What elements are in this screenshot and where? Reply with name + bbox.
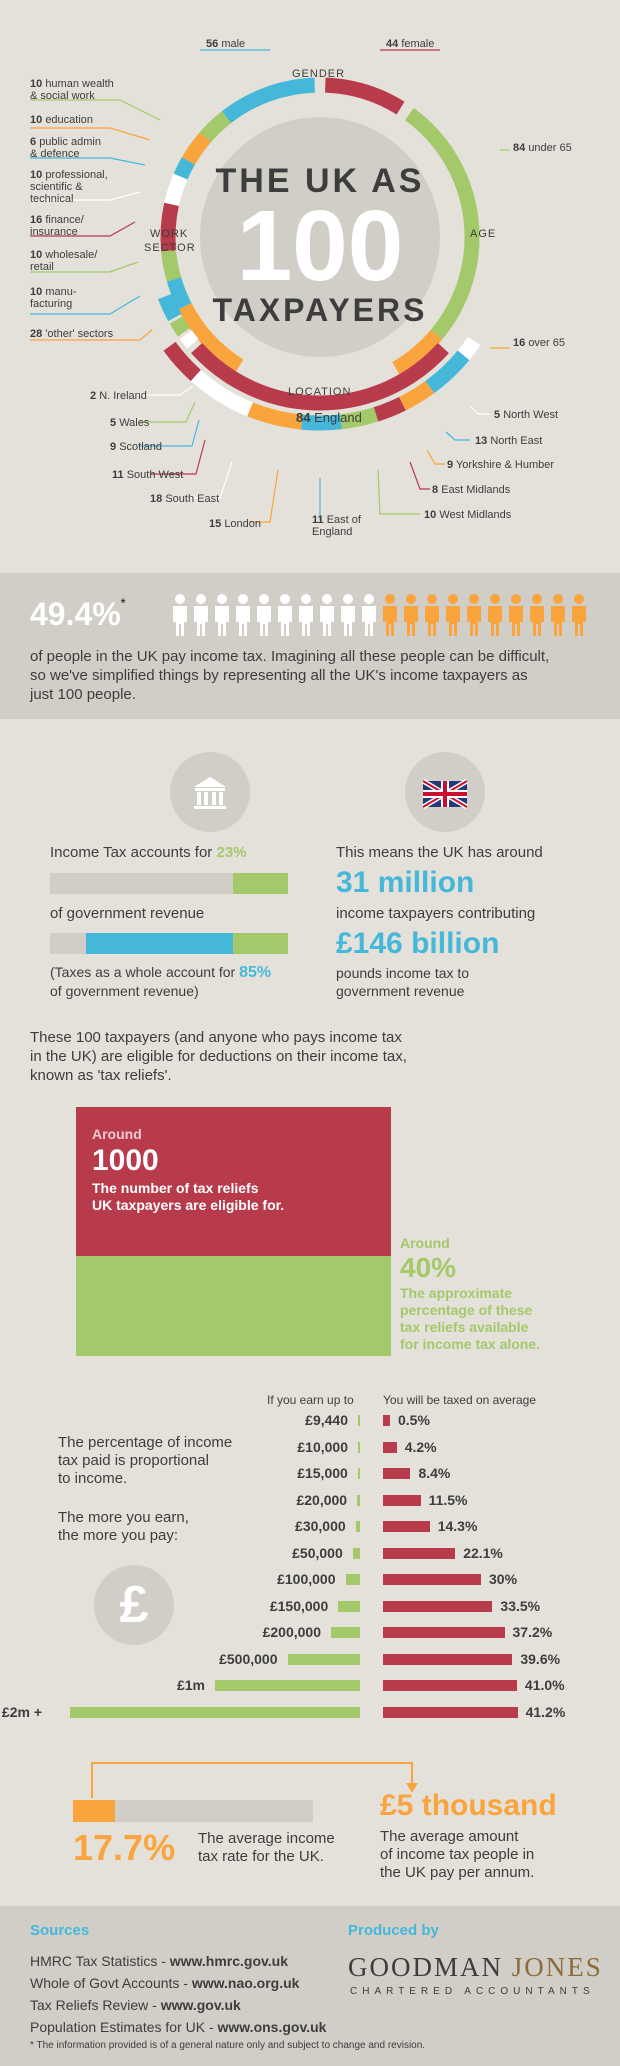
reliefs-green-around: Around [400, 1235, 450, 1251]
all-taxes-income-part [233, 933, 288, 954]
hero-title-number: 100 [236, 190, 404, 302]
chart-income-label: £9,440 [305, 1412, 348, 1428]
bank-icon [170, 752, 250, 832]
reliefs-green-block [76, 1256, 391, 1356]
person-icon [530, 594, 544, 636]
person-icon [446, 594, 460, 636]
reliefs-red-num: 1000 [92, 1144, 159, 1177]
stat-pct: 49.4%* [30, 596, 126, 632]
chart-income-bar [338, 1601, 360, 1612]
leader-line [378, 470, 420, 514]
sources-title: Sources [30, 1922, 90, 1939]
gender-female-arc [325, 85, 400, 108]
location-n-ireland-arc [186, 335, 193, 344]
chart-income-bar [358, 1442, 360, 1453]
chart-income-bar [288, 1654, 361, 1665]
reliefs-red-around: Around [92, 1126, 142, 1142]
location-east-midlands: 8 East Midlands [432, 484, 511, 496]
location-region-arc [376, 404, 402, 415]
location-label: LOCATION [288, 386, 352, 398]
location-region-arc [250, 409, 302, 422]
chart-income-label: £20,000 [296, 1491, 348, 1508]
location-west-midlands: 10 West Midlands [424, 509, 512, 521]
leader-line [470, 406, 490, 414]
chart-income-bar [353, 1548, 360, 1559]
age-under-65: 84 under 65 [513, 142, 572, 154]
chart-tax-label: 11.5% [428, 1491, 468, 1508]
work-professional: 10 professional, scientific & technical [30, 169, 108, 205]
chart-tax-bar [383, 1627, 505, 1638]
location-region-arc [402, 387, 429, 404]
person-icon [383, 594, 397, 636]
person-icon [299, 594, 313, 636]
person-icon [572, 594, 586, 636]
revenue-left-line3: (Taxes as a whole account for 85% of government revenue) [50, 964, 272, 999]
person-icon [404, 594, 418, 636]
avg-rate-bar-fill [73, 1800, 115, 1822]
stat-desc: of people in the UK pay income tax. Imagining all these people can be difficult, so we've simplified things by representing all the UK's income taxpayers as just 100 people. [30, 648, 550, 703]
location-wales: 5 Wales [110, 417, 150, 429]
work-public-admin: 6 public admin & defence [30, 136, 101, 160]
bank-icon-circle [170, 752, 250, 832]
location-north-west: 5 North West [494, 409, 558, 421]
chart-tax-label: 4.2% [404, 1438, 437, 1455]
chart-income-bar [358, 1415, 360, 1426]
location-n-ireland: 2 N. Ireland [90, 390, 147, 402]
source-link[interactable]: www.nao.org.uk [191, 1975, 300, 1991]
source-link[interactable]: www.ons.gov.uk [217, 2019, 327, 2035]
chart-income-label: £200,000 [262, 1624, 321, 1640]
source-link[interactable]: www.hmrc.gov.uk [169, 1953, 289, 1969]
tax-revenue-amount: £146 billion [336, 927, 500, 960]
chart-income-label: £1m [176, 1677, 205, 1693]
chart-income-label: £100,000 [277, 1571, 336, 1587]
chart-income-bar [70, 1707, 360, 1718]
revenue-left-line1: Income Tax accounts for 23% [50, 844, 247, 861]
uk-flag-icon-circle [405, 752, 485, 832]
proportional-text-1: The percentage of income tax paid is proportional to income. [58, 1434, 233, 1487]
gender-male: 56 male [206, 38, 246, 50]
reliefs-green-num: 40% [400, 1252, 457, 1283]
chart-income-label: £150,000 [269, 1597, 329, 1614]
chart-income-label: £500,000 [219, 1650, 278, 1667]
work-finance: 16 finance/ insurance [30, 214, 84, 238]
produced-by: Produced by [348, 1922, 439, 1939]
work-sector-arc [205, 117, 226, 137]
age-over-65: 16 over 65 [513, 337, 566, 349]
reliefs-green-desc: The approximate percentage of these tax reliefs available for income tax alone. [400, 1285, 541, 1352]
source-link[interactable]: www.gov.uk [160, 1997, 241, 2013]
avg-rate: 17.7% [73, 1827, 176, 1868]
brand-logo: GOODMAN JONES [348, 1952, 603, 1982]
chart-income-bar [357, 1495, 360, 1506]
chart-tax-bar [383, 1468, 410, 1479]
person-icon [509, 594, 523, 636]
chart-income-bar [215, 1680, 360, 1691]
work-label-1: WORK [150, 228, 189, 240]
revenue-right-line1: This means the UK has around [336, 844, 543, 861]
work-other: 28 'other' sectors [30, 328, 114, 340]
chart-income-bar [331, 1627, 360, 1638]
source-nao: Whole of Govt Accounts - www.nao.org.uk [30, 1975, 300, 1991]
chart-tax-label: 14.3% [437, 1518, 478, 1534]
chart-tax-label: 41.0% [524, 1677, 565, 1693]
revenue-right-line3: pounds income tax to government revenue [336, 965, 470, 999]
chart-tax-label: 33.5% [500, 1597, 541, 1614]
work-education: 10 education [30, 114, 94, 126]
person-icon [488, 594, 502, 636]
brand-sub: CHARTERED ACCOUNTANTS [350, 1986, 595, 1997]
person-icon [341, 594, 355, 636]
hero-title-line2: TAXPAYERS [212, 292, 428, 328]
chart-tax-bar [383, 1601, 492, 1612]
chart-income-bar [346, 1574, 361, 1585]
chart-tax-label: 30% [489, 1571, 518, 1587]
chart-tax-bar [383, 1521, 430, 1532]
person-icon [362, 594, 376, 636]
source-gov: Tax Reliefs Review - www.gov.uk [30, 1997, 241, 2013]
location-england: 84 England [296, 410, 362, 425]
person-icon [551, 594, 565, 636]
avg-amount: £5 thousand [380, 1789, 557, 1822]
chart-header-left: If you earn up to [267, 1393, 354, 1407]
leader-line [250, 470, 278, 522]
location-london: 15 London [209, 518, 262, 530]
person-icon [467, 594, 481, 636]
work-human-wealth: 10 human wealth & social work [30, 78, 114, 102]
chart-income-label: £50,000 [292, 1544, 343, 1561]
chart-tax-bar [383, 1415, 390, 1426]
chart-income-label: £15,000 [297, 1465, 348, 1481]
gender-label: GENDER [292, 68, 346, 80]
chart-income-label: £30,000 [295, 1518, 346, 1534]
location-east-of-england: 11 East of England [312, 514, 361, 538]
chart-tax-label: 41.2% [525, 1703, 566, 1720]
chart-tax-label: 37.2% [512, 1624, 553, 1640]
disclaimer: * The information provided is of a general nature only and subject to change and revision. [30, 2040, 426, 2051]
people-row [172, 592, 592, 638]
revenue-left-line2: of government revenue [50, 905, 205, 922]
gender-male-arc [226, 85, 314, 117]
chart-tax-bar [383, 1654, 512, 1665]
location-north-east: 13 North East [475, 435, 543, 447]
chart-income-bar [356, 1521, 360, 1532]
taxpayers-count: 31 million [336, 866, 475, 899]
avg-rate-desc: The average income tax rate for the UK. [198, 1830, 335, 1865]
location-region-arc [170, 346, 196, 375]
person-icon [425, 594, 439, 636]
chart-tax-label: 8.4% [418, 1465, 451, 1481]
work-manufacturing: 10 manu- facturing [30, 286, 77, 310]
chart-tax-bar [383, 1680, 517, 1691]
person-icon [194, 594, 208, 636]
source-ons: Population Estimates for UK - www.ons.gov.uk [30, 2019, 327, 2035]
person-icon [278, 594, 292, 636]
chart-header-right: You will be taxed on average [383, 1393, 536, 1407]
chart-tax-bar [383, 1574, 481, 1585]
leader-line [446, 432, 470, 440]
sources-list [30, 1950, 326, 2038]
hero-title-line1: THE UK AS [215, 162, 425, 200]
chart-tax-label: 0.5% [398, 1412, 430, 1428]
gender-female: 44 female [386, 38, 435, 50]
all-taxes-bar-fill [86, 933, 234, 954]
age-label: AGE [470, 228, 497, 240]
leader-line [427, 450, 445, 464]
location-yorkshire: 9 Yorkshire & Humber [447, 459, 555, 471]
chart-tax-label: 39.6% [520, 1650, 561, 1667]
location-south-west: 11 South West [112, 469, 184, 481]
chart-tax-bar [383, 1495, 421, 1506]
pound-icon: £ [94, 1565, 174, 1645]
revenue-right-line2: income taxpayers contributing [336, 905, 536, 922]
reliefs-intro: These 100 taxpayers (and anyone who pays income tax in the UK) are eligible for deductions on their income tax, known as 'tax reliefs'. [30, 1029, 407, 1084]
person-icon [236, 594, 250, 636]
work-sector-arc [188, 137, 205, 161]
person-icon [320, 594, 334, 636]
chart-income-label: £2m + [1, 1703, 42, 1720]
proportional-text-2: The more you earn, the more you pay: [58, 1509, 189, 1544]
person-icon [173, 594, 187, 636]
work-label-2: SECTOR [144, 242, 196, 254]
person-icon [215, 594, 229, 636]
chart-tax-bar [383, 1548, 455, 1559]
leader-line [410, 462, 430, 489]
avg-amount-desc: The average amount of income tax people in the UK pay per annum. [380, 1828, 535, 1881]
chart-tax-bar [383, 1442, 397, 1453]
chart-income-bar [358, 1468, 360, 1479]
work-wholesale: 10 wholesale/ retail [30, 249, 98, 273]
chart-income-label: £10,000 [297, 1438, 348, 1455]
reliefs-red-desc: The number of tax reliefs UK taxpayers are eligible for. [92, 1180, 285, 1213]
source-hmrc: HMRC Tax Statistics - www.hmrc.gov.uk [30, 1953, 289, 1969]
chart-tax-label: 22.1% [463, 1544, 503, 1561]
location-south-east: 18 South East [150, 493, 220, 505]
chart-tax-bar [383, 1707, 518, 1718]
income-tax-bar-fill [233, 873, 288, 894]
person-icon [257, 594, 271, 636]
location-region-arc [464, 341, 475, 355]
location-scotland: 9 Scotland [110, 441, 162, 453]
uk-flag-icon [405, 752, 485, 832]
